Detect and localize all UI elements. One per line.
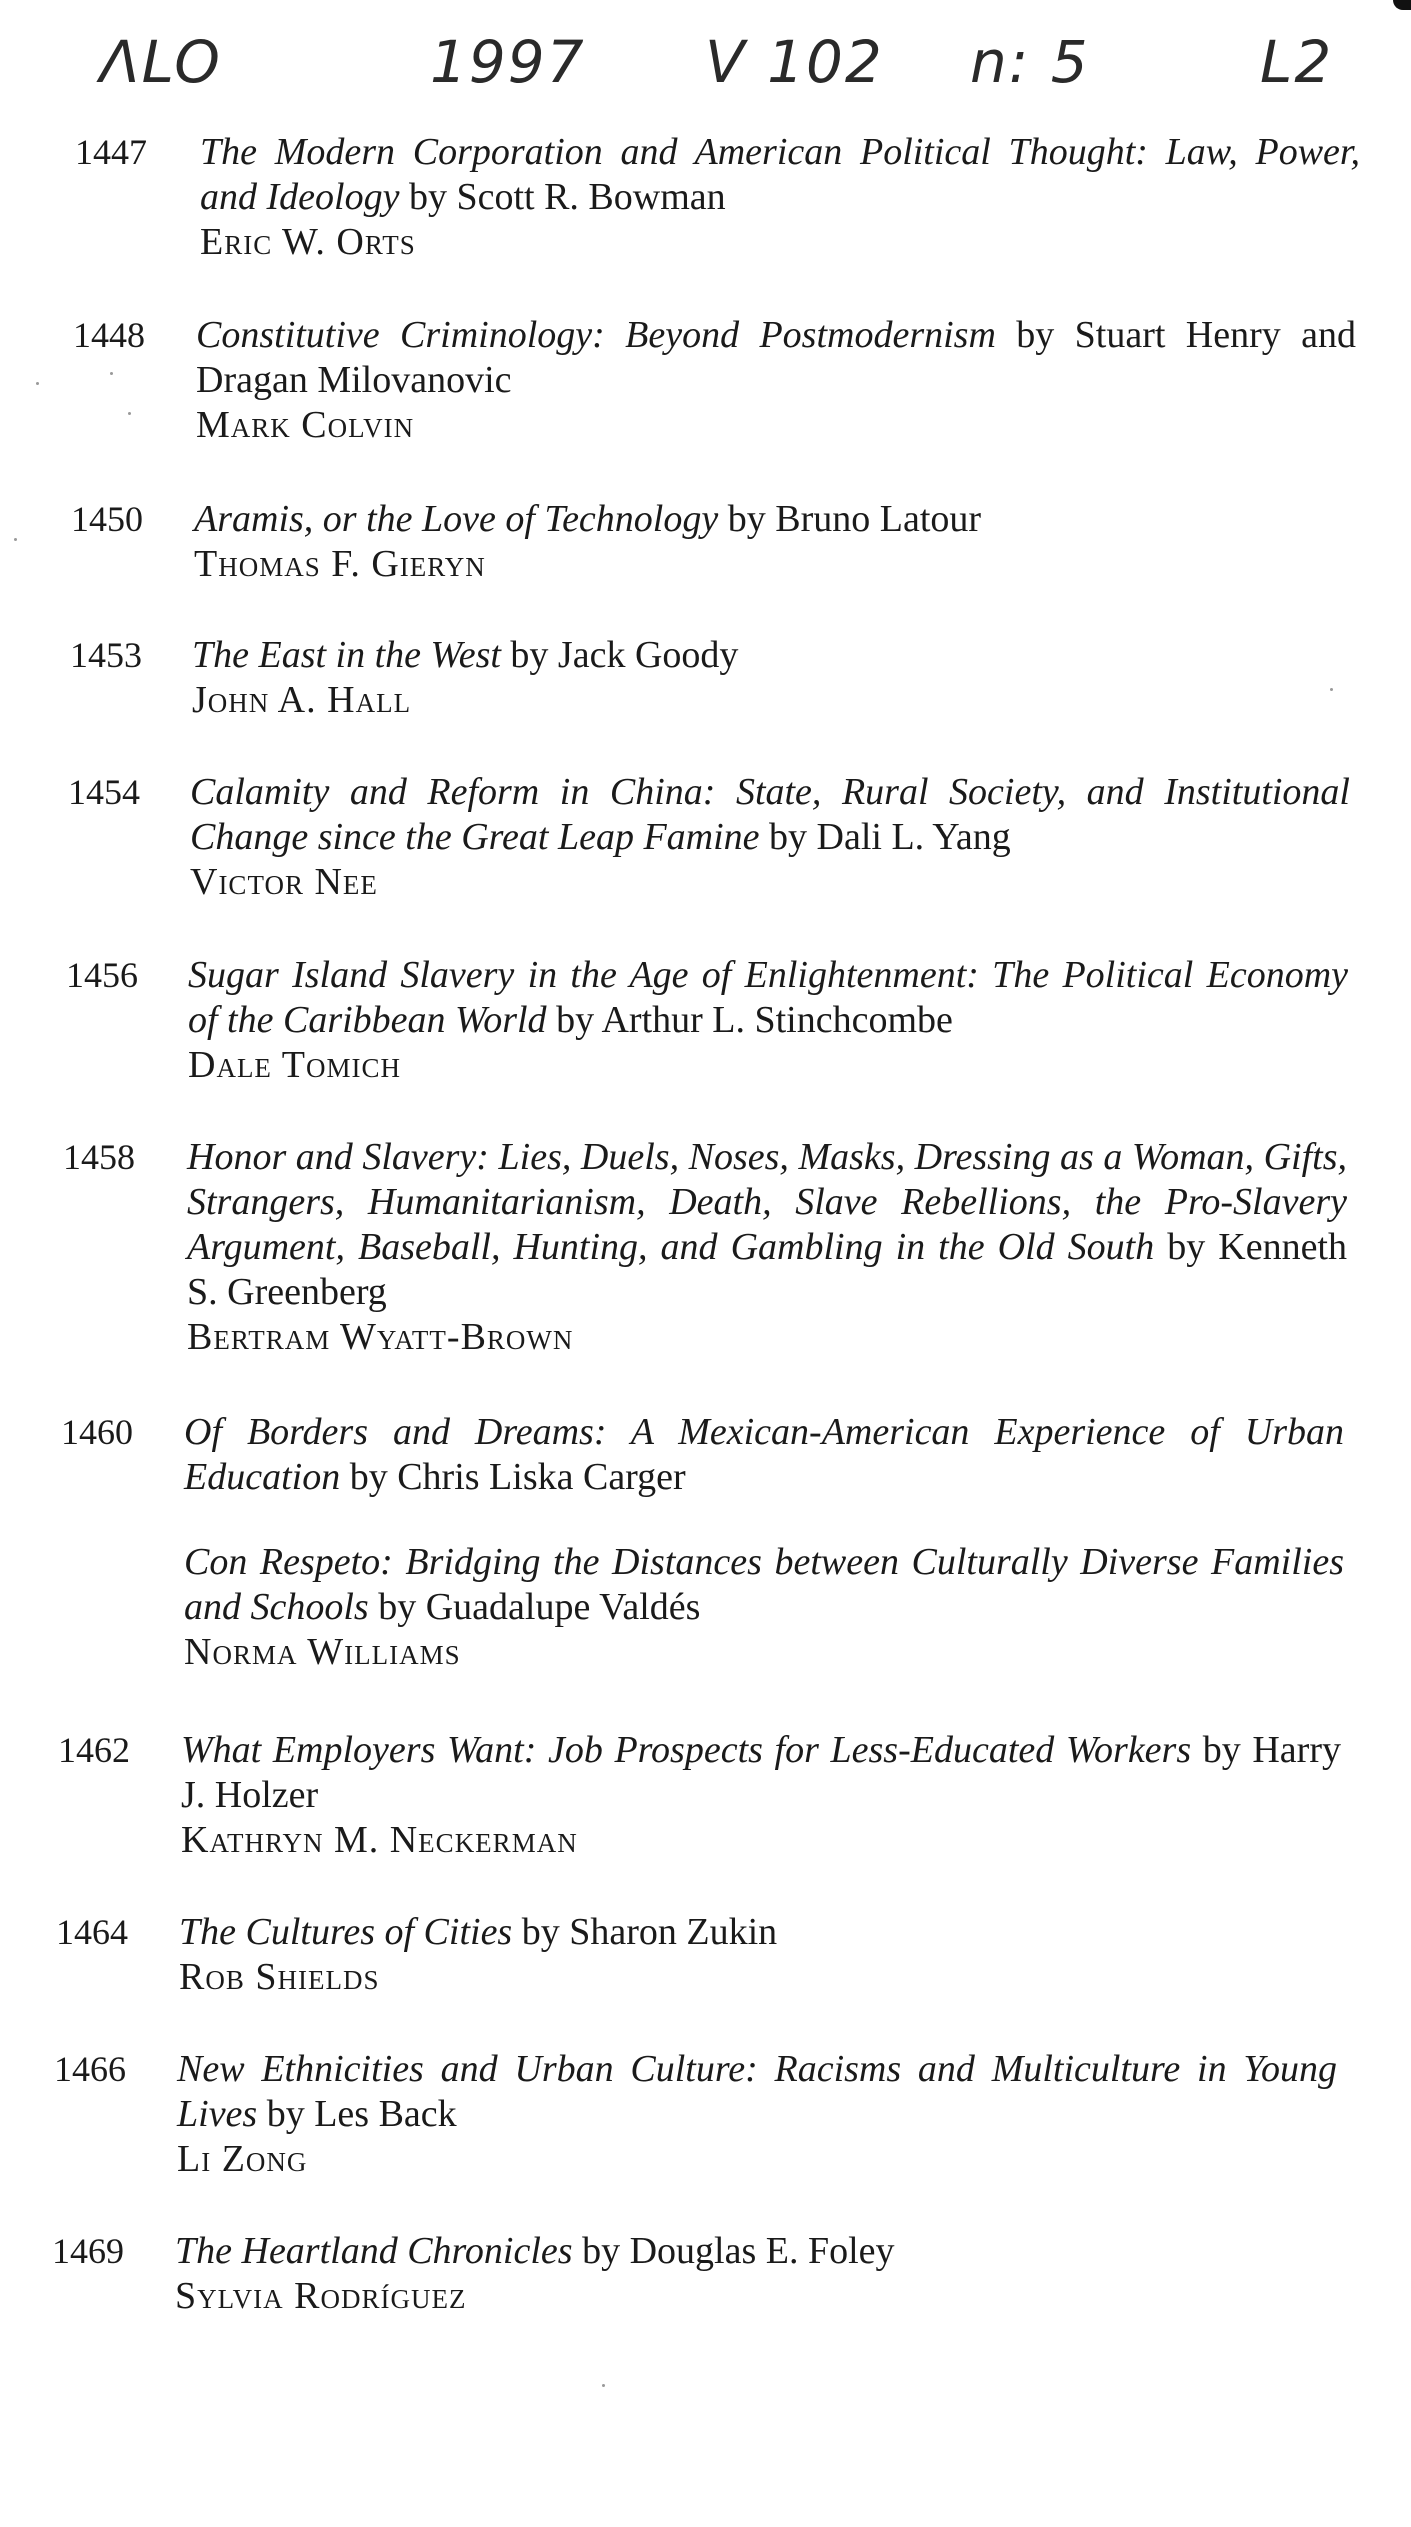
handwritten-year: 1997 xyxy=(430,28,586,96)
book-citation xyxy=(184,1410,1344,1500)
page-number: 1462 xyxy=(58,1730,130,1770)
book-author: by Douglas E. Foley xyxy=(572,2230,895,2272)
entry-body xyxy=(179,1910,1339,2000)
handwritten-note: ΛLO xyxy=(100,28,222,96)
reviewer-name: Kathryn M. Neckerman xyxy=(181,1819,578,1861)
book-title: The Cultures of Cities xyxy=(179,1911,513,1953)
book-title: New Ethnicities and Urban Culture: Racisms and Multiculture in Young Lives xyxy=(177,2048,1337,2135)
book-citation xyxy=(200,130,1360,220)
book-citation xyxy=(187,1135,1347,1315)
book-author: by Scott R. Bowman xyxy=(399,176,726,218)
reviewer-name: Thomas F. Gieryn xyxy=(194,543,486,585)
reviewer-name: Sylvia Rodríguez xyxy=(175,2275,467,2317)
page-number: 1450 xyxy=(71,499,143,539)
book-title: The Heartland Chronicles xyxy=(175,2230,573,2272)
book-citation xyxy=(190,770,1350,860)
book-citation xyxy=(192,633,1352,678)
reviewer-name: Eric W. Orts xyxy=(200,221,416,263)
entry-body xyxy=(190,770,1350,905)
page-number: 1458 xyxy=(63,1137,135,1177)
page-number: 1466 xyxy=(54,2049,126,2089)
book-title: Aramis, or the Love of Technology xyxy=(194,498,719,540)
handwritten-number: n: 5 xyxy=(970,28,1090,96)
entry-body xyxy=(175,2229,1335,2319)
book-title: Sugar Island Slavery in the Age of Enlightenment: The Political Economy of the Caribbean World xyxy=(188,954,1348,1041)
entry-body xyxy=(184,1410,1344,1675)
book-author: by Harry J. Holzer xyxy=(181,1729,1341,1816)
entry-body xyxy=(194,497,1354,587)
book-author: by Arthur L. Stinchcombe xyxy=(546,999,953,1041)
book-title: Con Respeto: Bridging the Distances between Culturally Diverse Families and Schools xyxy=(184,1541,1344,1628)
book-author: by Jack Goody xyxy=(500,634,739,676)
book-author: by Bruno Latour xyxy=(718,498,982,540)
book-citation xyxy=(177,2047,1337,2137)
book-citation xyxy=(179,1910,1339,1955)
reviewer-name: Mark Colvin xyxy=(196,404,415,446)
book-citation xyxy=(196,313,1356,403)
book-author: by Dali L. Yang xyxy=(759,816,1011,858)
scan-speck xyxy=(36,382,39,385)
book-title: Honor and Slavery: Lies, Duels, Noses, Masks, Dressing as a Woman, Gifts, Strangers, Humanitarianism, Death, Slave Rebellions, the Pro-Slavery Argument, Baseball, Hunting, and Gambling in the Old South xyxy=(187,1136,1347,1268)
page-number: 1469 xyxy=(52,2231,124,2271)
entry-body xyxy=(192,633,1352,723)
page-number: 1464 xyxy=(56,1912,128,1952)
handwritten-volume: V 102 xyxy=(705,28,884,96)
book-title: Of Borders and Dreams: A Mexican-American Experience of Urban Education xyxy=(184,1411,1344,1498)
scan-speck xyxy=(602,2384,605,2387)
book-title: What Employers Want: Job Prospects for Less-Educated Workers xyxy=(181,1729,1192,1771)
page-number: 1460 xyxy=(61,1412,133,1452)
entry-body xyxy=(196,313,1356,448)
book-citation xyxy=(194,497,1354,542)
entry-body xyxy=(177,2047,1337,2182)
book-citation xyxy=(188,953,1348,1043)
page-number: 1453 xyxy=(70,635,142,675)
reviewer-name: Victor Nee xyxy=(190,861,378,903)
book-title: Calamity and Reform in China: State, Rural Society, and Institutional Change since the Great Leap Famine xyxy=(190,771,1350,858)
book-author: by Stuart Henry and Dragan Milovanovic xyxy=(196,314,1356,401)
scan-speck xyxy=(110,372,113,375)
entry-body xyxy=(187,1135,1347,1360)
page-number: 1447 xyxy=(75,132,147,172)
scan-speck xyxy=(128,412,131,415)
reviewer-name: Rob Shields xyxy=(179,1956,380,1998)
page-number: 1448 xyxy=(73,315,145,355)
book-citation xyxy=(184,1540,1344,1630)
corner-scan-mark xyxy=(1393,0,1411,10)
scan-speck xyxy=(14,538,17,541)
book-author: by Chris Liska Carger xyxy=(340,1456,686,1498)
book-author: by Sharon Zukin xyxy=(512,1911,778,1953)
book-citation xyxy=(175,2229,1335,2274)
entry-body xyxy=(181,1728,1341,1863)
book-title: Constitutive Criminology: Beyond Postmodernism xyxy=(196,314,996,356)
handwritten-code: L2 xyxy=(1260,28,1334,96)
reviewer-name: Bertram Wyatt-Brown xyxy=(187,1316,574,1358)
page-number: 1454 xyxy=(68,772,140,812)
book-author: by Kenneth S. Greenberg xyxy=(187,1226,1347,1313)
reviewer-name: Dale Tomich xyxy=(188,1044,401,1086)
entry-body xyxy=(200,130,1360,265)
handwritten-annotation xyxy=(100,28,1360,108)
page-number: 1456 xyxy=(66,955,138,995)
book-author: by Les Back xyxy=(257,2093,457,2135)
reviewer-name: Norma Williams xyxy=(184,1631,461,1673)
book-citation xyxy=(181,1728,1341,1818)
entry-body xyxy=(188,953,1348,1088)
book-author: by Guadalupe Valdés xyxy=(368,1586,701,1628)
reviewer-name: John A. Hall xyxy=(192,679,412,721)
book-title: The Modern Corporation and American Political Thought: Law, Power, and Ideology xyxy=(200,131,1360,218)
reviewer-name: Li Zong xyxy=(177,2138,308,2180)
book-title: The East in the West xyxy=(192,634,501,676)
